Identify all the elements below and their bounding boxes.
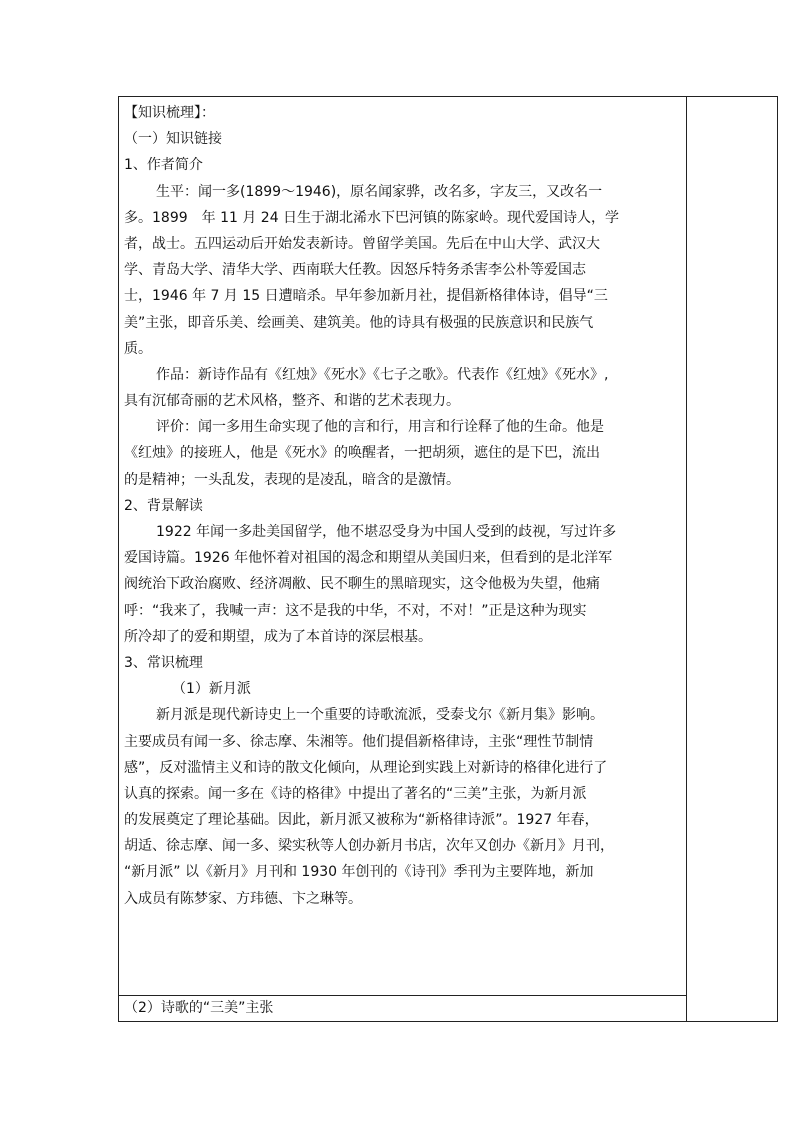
crescent-line: 入成员有陈梦家、方玮德、卞之琳等。 — [124, 890, 362, 907]
crescent-line: 的发展奠定了理论基础。因此，新月派又被称为“新格律诗派”。1927 年春， — [124, 812, 599, 829]
crescent-line: 感”，反对滥情主义和诗的散文化倾向，从理论到实践上对新诗的格律化进行了 — [124, 759, 608, 776]
background-line: 爱国诗篇。1926 年他怀着对祖国的渴念和期望从美国归来，但看到的是北洋军 — [124, 550, 613, 567]
row-separator — [118, 995, 686, 996]
background-line: 1922 年闻一多赴美国留学，他不堪忍受身为中国人受到的歧视，写过许多 — [156, 524, 617, 540]
crescent-line: 胡适、徐志摩、闻一多、梁实秋等人创办新月书店，次年又创办《新月》月刊， — [124, 838, 614, 855]
crescent-school-paragraph — [124, 702, 680, 912]
main-content — [124, 100, 680, 912]
works-paragraph — [124, 362, 680, 414]
subsection-knowledge-link: （一）知识链接 — [124, 131, 222, 148]
heading-common-knowledge: 3、常识梳理 — [124, 654, 203, 671]
bio-line: 士，1946 年 7 月 15 日遭暗杀。早年参加新月社，提倡新格律体诗，倡导“三 — [124, 288, 608, 305]
section-title: 【知识梳理】： — [124, 105, 215, 121]
evaluation-line: 评价：闻一多用生命实现了他的言和行，用言和行诠释了他的生命。他是 — [156, 419, 604, 436]
bio-line: 质。 — [124, 340, 152, 357]
bio-paragraph — [124, 179, 680, 362]
heading-author-intro: 1、作者简介 — [124, 157, 203, 174]
background-paragraph — [124, 519, 680, 650]
subheading-crescent-school: （1）新月派 — [172, 681, 251, 698]
column-divider — [686, 96, 687, 1022]
background-line: 呼：“我来了，我喊一声：这不是我的中华，不对，不对！”正是这种为现实 — [124, 602, 587, 619]
evaluation-line: 的是精神；一头乱发，表现的是凌乱，暗含的是激情。 — [124, 471, 460, 488]
crescent-line: 新月派是现代新诗史上一个重要的诗歌流派，受泰戈尔《新月集》影响。 — [156, 707, 604, 724]
bio-line: 学、青岛大学、清华大学、西南联大任教。因怒斥特务杀害李公朴等爱国志 — [124, 262, 586, 279]
crescent-line: 认真的探索。闻一多在《诗的格律》中提出了著名的“三美”主张，为新月派 — [124, 785, 587, 802]
subheading-three-beauties: （2）诗歌的“三美”主张 — [124, 1000, 274, 1016]
crescent-line: “新月派” 以《新月》月刊和 1930 年创刊的《诗刊》季刊为主要阵地，新加 — [124, 864, 594, 881]
bio-line: 者，战士。五四运动后开始发表新诗。曾留学美国。先后在中山大学、武汉大 — [124, 235, 600, 252]
bio-line: 生平：闻一多(1899～1946)，原名闻家骅，改名多，字友三，又改名一 — [156, 183, 603, 200]
bio-line: 多。1899 年 11 月 24 日生于湖北浠水下巴河镇的陈家岭。现代爱国诗人，学 — [124, 209, 620, 226]
crescent-line: 主要成员有闻一多、徐志摩、朱湘等。他们提倡新格律诗，主张“理性节制情 — [124, 733, 594, 750]
evaluation-paragraph — [124, 414, 680, 493]
background-line: 阀统治下政治腐败、经济凋敝、民不聊生的黑暗现实，这令他极为失望，他痛 — [124, 576, 600, 593]
works-line: 作品：新诗作品有《红烛》《死水》《七子之歌》。代表作《红烛》《死水》, — [156, 366, 609, 383]
evaluation-line: 《红烛》的接班人，他是《死水》的唤醒者，一把胡须，遮住的是下巴，流出 — [124, 445, 600, 462]
bio-line: 美”主张，即音乐美、绘画美、建筑美。他的诗具有极强的民族意识和民族气 — [124, 314, 594, 331]
works-line: 具有沉郁奇丽的艺术风格，整齐、和谐的艺术表现力。 — [124, 393, 460, 410]
background-line: 所冷却了的爱和期望，成为了本首诗的深层根基。 — [124, 628, 432, 645]
heading-background: 2、背景解读 — [124, 497, 203, 514]
